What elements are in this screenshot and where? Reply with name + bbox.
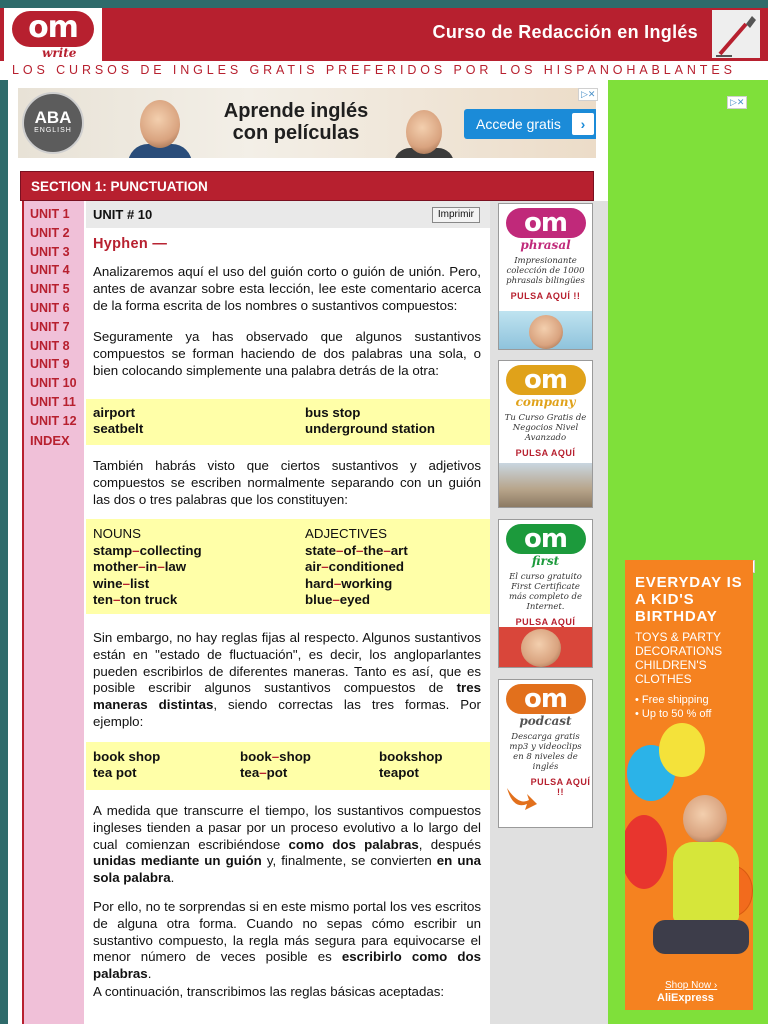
om-first-logo: om <box>506 524 586 554</box>
noun-wine-list: wine–list <box>93 576 150 591</box>
nouns-heading: NOUNS <box>93 526 142 541</box>
chevron-right-icon: › <box>572 113 594 135</box>
aliexpress-bullet-discount: • Up to 50 % off <box>635 708 712 720</box>
om-podcast-ad[interactable] <box>498 679 593 828</box>
paragraph-5: A medida que transcurre el tiempo, los sustantivos compuestos ingleses tienden a pasar por un proceso evolutivo a lo largo del cual comienzan escribiéndose como dos palabras, después unidas mediante un guión y, finalmente, se convierten en una sola palabra. <box>93 803 481 886</box>
nav-unit-10[interactable]: UNIT 10 <box>30 376 77 391</box>
pen-icon <box>712 10 760 58</box>
paragraph-1: Analizaremos aquí el uso del guión corto o guión de unión. Pero, antes de avanzar sobre esta lección, lee este comentario acerca de la forma escrita de los nombres o sustantivos compuestos: <box>93 264 481 313</box>
example-book-shop: book shop <box>93 749 161 764</box>
example-bus-stop: bus stop <box>305 405 361 420</box>
om-first-photo <box>499 627 593 667</box>
nav-unit-8[interactable]: UNIT 8 <box>30 338 70 353</box>
om-podcast-logo: om <box>506 684 586 714</box>
example-underground-station: underground station <box>305 421 436 436</box>
adchoices-icon-right-top[interactable]: ▷✕ <box>727 96 747 109</box>
ad-headline-line2: con películas <box>232 122 360 144</box>
nav-unit-7[interactable]: UNIT 7 <box>30 319 70 334</box>
ad-person-1-face <box>140 100 180 148</box>
aliexpress-subheadline: TOYS & PARTY DECORATIONS CHILDREN'S CLOTHES <box>635 630 723 686</box>
logo-sub-text: write <box>42 46 77 60</box>
lesson-content <box>86 201 490 1024</box>
lesson-title-dash: — <box>152 236 168 252</box>
noun-ten-ton-truck: ten–ton truck <box>93 592 178 607</box>
om-phrasal-photo <box>499 311 593 349</box>
ad-person-2-face <box>406 110 442 154</box>
print-button[interactable]: Imprimir <box>432 207 480 223</box>
adj-state-of-the-art: state–of–the–art <box>305 543 408 558</box>
example-tea-pot-hyphen: tea–pot <box>240 765 288 780</box>
aba-badge-sub: ENGLISH <box>34 127 72 134</box>
site-header <box>0 8 768 61</box>
lesson-title-text: Hyphen <box>93 236 148 252</box>
om-company-logo: om <box>506 365 586 395</box>
nav-unit-11[interactable]: UNIT 11 <box>30 394 76 409</box>
om-company-cta: PULSA AQUÍ <box>515 448 576 458</box>
paragraph-4: Sin embargo, no hay reglas fijas al respecto. Algunos sustantivos están en "estado de fluctuación", es decir, los angloparlantes pueden escribirlos de diferentes maneras. Tanto es así, que es posible escribir algunos sustantivos compuestos de tres maneras distintas, siendo correctas las tres formas. Por ejemplo: <box>93 630 481 729</box>
tagline: LOS CURSOS DE INGLES GRATIS PREFERIDOS POR LOS HISPANOHABLANTES <box>12 63 736 77</box>
nav-unit-1[interactable]: UNIT 1 <box>30 207 70 221</box>
aba-english-ad[interactable] <box>18 88 596 158</box>
lesson-title <box>93 236 167 252</box>
adj-hard-working: hard–working <box>305 576 393 591</box>
paragraph-6: Por ello, no te sorprendas si en este mismo portal los ves escritos de alguna otra forma. Cuando no sepas cómo escribir un sustantivo compuesto, la regla más segura para equivocarse el menor número de veces posible es escribirlo como dos palabras. <box>93 899 481 982</box>
om-phrasal-logo: om <box>506 208 586 238</box>
example-airport: airport <box>93 405 136 420</box>
noun-stamp-collecting: stamp–collecting <box>93 543 202 558</box>
adj-blue-eyed: blue–eyed <box>305 592 371 607</box>
nav-unit-9[interactable]: UNIT 9 <box>30 357 70 372</box>
nav-unit-3[interactable]: UNIT 3 <box>30 244 70 259</box>
ad-headline <box>196 100 396 144</box>
aba-badge-main: ABA <box>34 108 72 127</box>
om-company-sub: company <box>515 395 576 409</box>
page-title: Curso de Redacción en Inglés <box>432 22 698 42</box>
noun-mother-in-law: mother–in–law <box>93 559 187 574</box>
ad-headline-line1: Aprende inglés <box>223 100 369 122</box>
nav-unit-5[interactable]: UNIT 5 <box>30 282 70 297</box>
balloon-red <box>625 815 667 889</box>
om-phrasal-ad[interactable] <box>498 203 593 350</box>
om-company-ad[interactable] <box>498 360 593 508</box>
unit-label: UNIT # 10 <box>93 207 153 222</box>
unit-header <box>86 201 490 228</box>
om-first-cta: PULSA AQUÍ <box>515 617 576 627</box>
om-podcast-sub: podcast <box>519 714 572 728</box>
example-teapot: teapot <box>379 765 419 780</box>
arrow-right-icon <box>505 784 539 812</box>
section-title: SECTION 1: PUNCTUATION <box>31 179 208 194</box>
aliexpress-logo: AliExpress <box>657 992 714 1004</box>
unit-nav <box>22 201 84 1024</box>
kid-body <box>673 842 739 922</box>
tagline-bar <box>0 61 768 80</box>
aba-badge <box>22 92 84 154</box>
paragraph-3: También habrás visto que ciertos sustantivos y adjetivos compuestos se escriben normalmente separando con un guión las dos o tres palabras que los constituyen: <box>93 458 481 507</box>
nav-unit-2[interactable]: UNIT 2 <box>30 225 70 240</box>
accede-gratis-button[interactable] <box>464 109 596 139</box>
nav-unit-6[interactable]: UNIT 6 <box>30 300 70 315</box>
example-book-shop-hyphen: book–shop <box>240 749 311 764</box>
adchoices-icon[interactable]: ▷✕ <box>578 88 598 101</box>
shop-now-link[interactable]: Shop Now › <box>665 980 718 991</box>
om-first-desc: El curso gratuito First Certificate más completo de Internet. <box>508 572 583 612</box>
om-phrasal-cta: PULSA AQUÍ !! <box>510 291 581 301</box>
kid-face <box>683 795 727 843</box>
om-phrasal-desc: Impresionante colección de 1000 phrasals bilingües <box>506 256 585 286</box>
example-box-3 <box>86 742 490 790</box>
om-phrasal-sub: phrasal <box>520 238 571 252</box>
accede-gratis-label: Accede gratis <box>476 116 561 132</box>
nav-unit-12[interactable]: UNIT 12 <box>30 413 77 428</box>
aliexpress-bullet-shipping: • Free shipping <box>635 694 709 706</box>
om-podcast-cta: PULSA AQUÍ !! <box>530 777 591 797</box>
example-seatbelt: seatbelt <box>93 421 144 436</box>
paragraph-2: Seguramente ya has observado que algunos sustantivos compuestos se forman haciendo de dos palabras una sola, o bien colocando simplemente una palabra detrás de la otra: <box>93 329 481 378</box>
om-company-photo <box>499 463 593 507</box>
site-logo[interactable] <box>4 8 102 61</box>
om-first-ad[interactable] <box>498 519 593 668</box>
adj-air-conditioned: air–conditioned <box>305 559 405 574</box>
example-tea-pot: tea pot <box>93 765 137 780</box>
om-company-desc: Tu Curso Gratis de Negocios Nivel Avanzado <box>504 413 587 443</box>
om-podcast-desc: Descarga gratis mp3 y videoclips en 8 niveles de inglés <box>509 732 582 772</box>
section-header <box>20 171 594 201</box>
aliexpress-headline: EVERYDAY IS A KID'S BIRTHDAY <box>635 574 743 625</box>
adjectives-heading: ADJECTIVES <box>305 526 388 541</box>
logo-om-text: om <box>12 11 94 47</box>
paragraph-7: A continuación, transcribimos las reglas básicas aceptadas: <box>93 984 445 999</box>
example-bookshop: bookshop <box>379 749 443 764</box>
nav-index[interactable]: INDEX <box>30 432 70 448</box>
om-first-sub: first <box>531 554 560 568</box>
example-box-2 <box>86 519 490 614</box>
balloon-yellow <box>659 723 705 777</box>
aliexpress-ad[interactable] <box>625 560 753 1010</box>
example-box-1 <box>86 399 490 445</box>
kid-legs <box>653 920 749 954</box>
nav-unit-4[interactable]: UNIT 4 <box>30 263 70 278</box>
